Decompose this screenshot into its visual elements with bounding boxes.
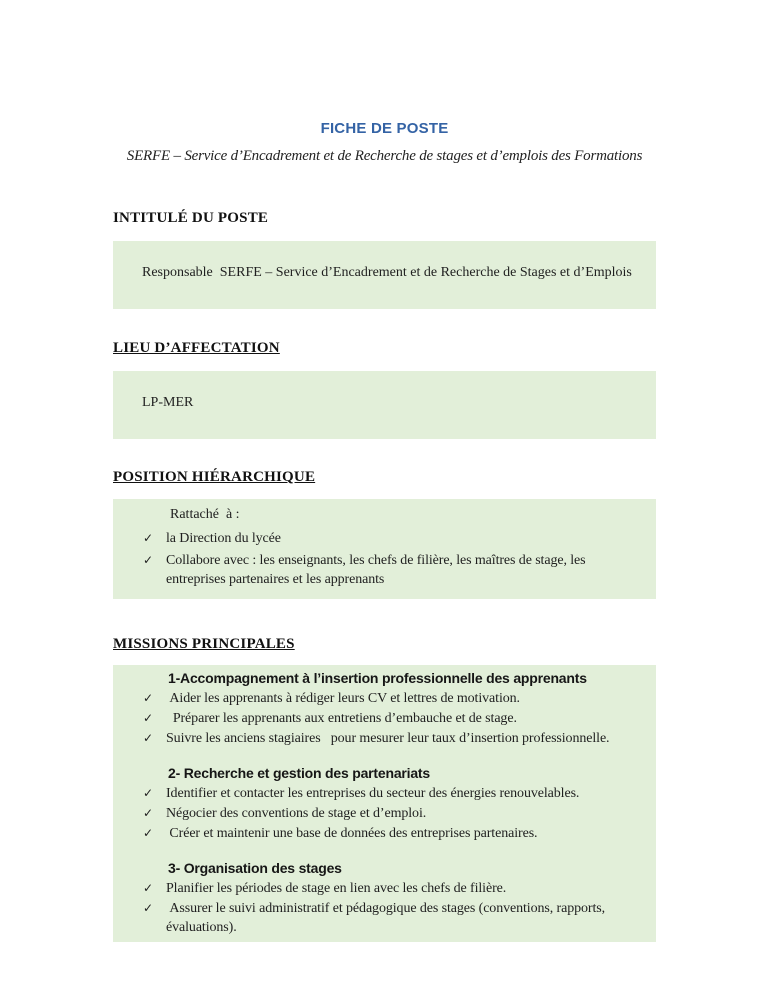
check-icon: ✓ (143, 786, 154, 800)
bullet-text: Négocier des conventions de stage et d’emploi. (166, 806, 427, 821)
mission-title-3: 3- Organisation des stages (168, 860, 342, 876)
mission-checklist-2 (113, 784, 648, 843)
mission-group-3 (113, 859, 648, 937)
check-icon: ✓ (143, 711, 154, 725)
doc-subtitle: SERFE – Service d’Encadrement et de Recherche de stages et d’emplois des Formations (126, 148, 643, 164)
check-icon: ✓ (143, 553, 154, 567)
mission-checklist-1 (113, 689, 648, 748)
list-item (113, 551, 648, 589)
list-item (113, 729, 648, 748)
list-item (113, 709, 648, 728)
check-icon: ✓ (143, 881, 154, 895)
missions-box (113, 665, 656, 942)
list-item (113, 804, 648, 823)
intitule-value: Responsable SERFE – Service d’Encadrement et de Recherche de Stages et d’Emplois (142, 265, 632, 280)
list-item (113, 689, 648, 708)
check-icon: ✓ (143, 826, 154, 840)
section-heading-missions: MISSIONS PRINCIPALES (113, 636, 295, 652)
position-box (113, 499, 656, 599)
mission-group-2 (113, 764, 648, 843)
check-icon: ✓ (143, 691, 154, 705)
mission-title-1: 1-Accompagnement à l’insertion professionnelle des apprenants (168, 670, 587, 686)
section-heading-position: POSITION HIÉRARCHIQUE (113, 469, 316, 485)
bullet-text: Collabore avec : les enseignants, les chefs de filière, les maîtres de stage, les entreprises partenaires et les apprenants (166, 553, 589, 587)
section-heading-intitule: INTITULÉ DU POSTE (113, 210, 269, 226)
list-item (113, 529, 648, 548)
check-icon: ✓ (143, 731, 154, 745)
check-icon: ✓ (143, 806, 154, 820)
list-item (113, 824, 648, 843)
bullet-text: Créer et maintenir une base de données des entreprises partenaires. (166, 826, 538, 841)
mission-title-2: 2- Recherche et gestion des partenariats (168, 765, 430, 781)
list-item (113, 879, 648, 898)
page-title: FICHE DE POSTE (320, 120, 449, 137)
lieu-value: LP-MER (142, 395, 194, 410)
bullet-text: Suivre les anciens stagiaires pour mesurer leur taux d’insertion professionnelle. (166, 731, 610, 746)
list-item (113, 784, 648, 803)
check-icon: ✓ (143, 901, 154, 915)
bullet-text: Planifier les périodes de stage en lien avec les chefs de filière. (166, 881, 507, 896)
bullet-text: Préparer les apprenants aux entretiens d’embauche et de stage. (166, 711, 517, 726)
bullet-text: Aider les apprenants à rédiger leurs CV et lettres de motivation. (166, 691, 520, 706)
position-checklist (113, 529, 648, 589)
mission-group-1 (113, 669, 648, 748)
lieu-value-box (113, 371, 656, 439)
bullet-text: Identifier et contacter les entreprises du secteur des énergies renouvelables. (166, 786, 580, 801)
intitule-value-box (113, 241, 656, 309)
list-item (113, 899, 648, 937)
check-icon: ✓ (143, 531, 154, 545)
bullet-text: la Direction du lycée (166, 531, 281, 546)
bullet-text: Assurer le suivi administratif et pédagogique des stages (conventions, rapports, évaluations). (166, 901, 609, 935)
section-heading-lieu: LIEU D’AFFECTATION (113, 340, 280, 356)
mission-checklist-3 (113, 879, 648, 937)
position-intro: Rattaché à : (170, 507, 240, 522)
